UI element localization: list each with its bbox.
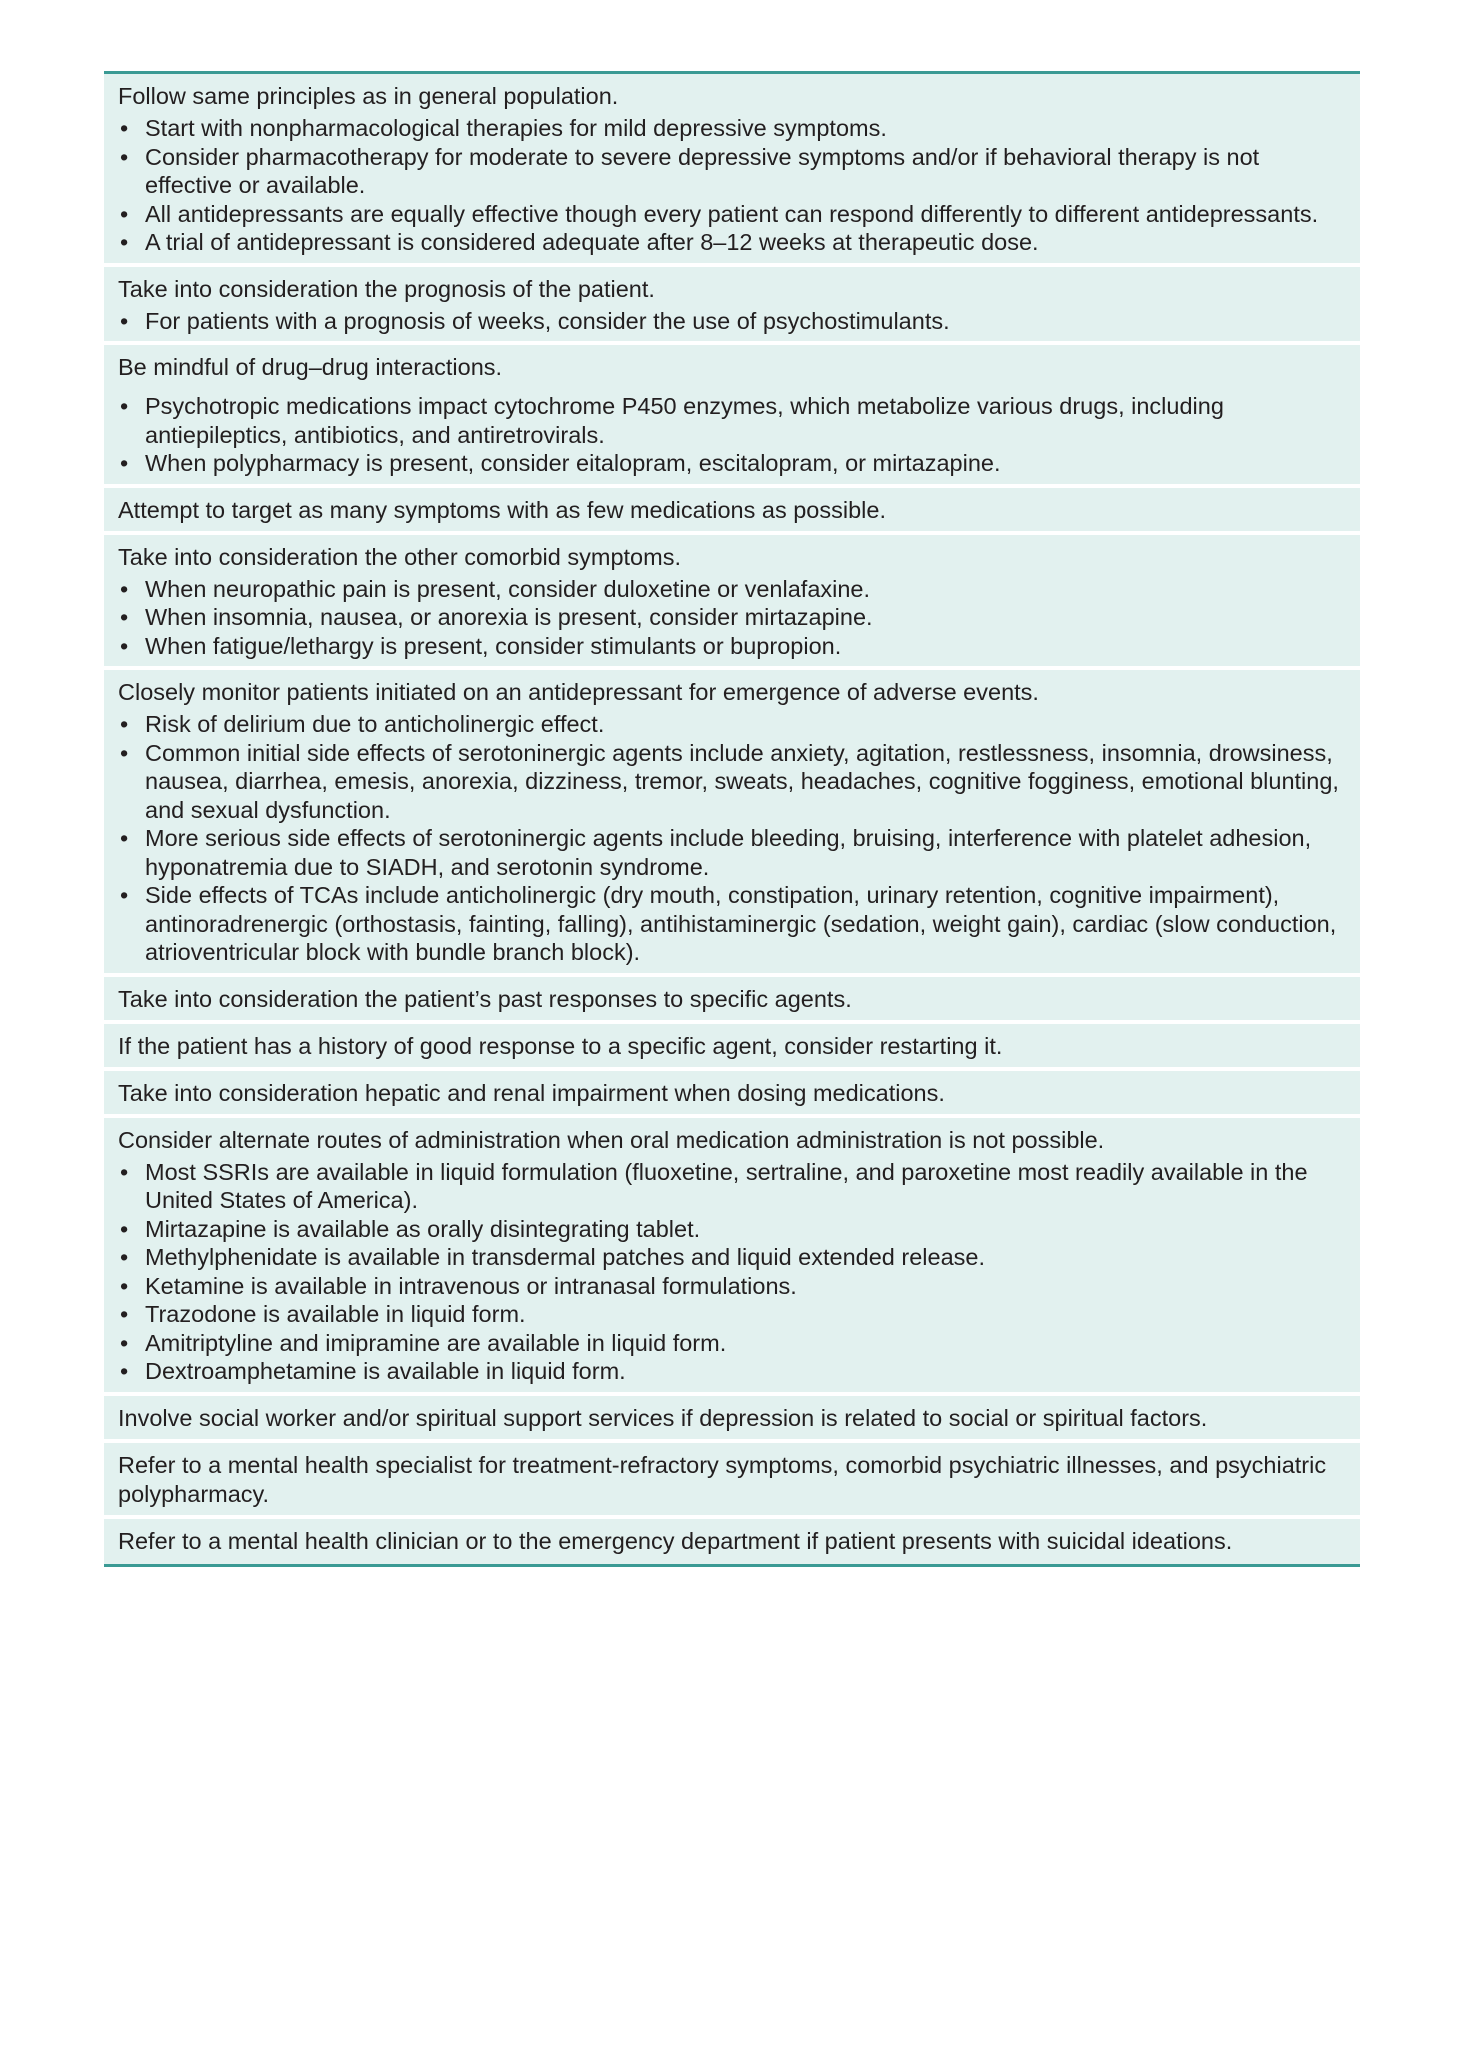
list-item: • Psychotropic medications impact cytochrome P450 enzymes, which metabolize various drugs, including antiepileptics, antibiotics, and antiretrovirals. (118, 392, 1346, 449)
list-item: • Trazodone is available in liquid form. (118, 1300, 1346, 1329)
row-heading: Be mindful of drug–drug interactions. (118, 354, 503, 380)
bullet-list (118, 710, 1346, 967)
list-item: • Most SSRIs are available in liquid formulation (fluoxetine, sertraline, and paroxetine most readily available in the United States of America). (118, 1158, 1346, 1215)
list-item: • Mirtazapine is available as orally disintegrating tablet. (118, 1215, 1346, 1244)
list-item: • More serious side effects of serotoninergic agents include bleeding, bruising, interference with platelet adhesion, hyponatremia due to SIADH, and serotonin syndrome. (118, 824, 1346, 881)
row-heading: Take into consideration the other comorbid symptoms. (118, 543, 681, 570)
row-heading: Follow same principles as in general population. (118, 83, 619, 109)
recommendations-table (104, 71, 1360, 1567)
row-heading: Refer to a mental health clinician or to the emergency department if patient presents with suicidal ideations. (118, 1527, 1233, 1554)
list-item: • Ketamine is available in intravenous or intranasal formulations. (118, 1272, 1346, 1301)
list-item: • Side effects of TCAs include anticholinergic (dry mouth, constipation, urinary retention, cognitive impairment), antinoradrenergic (orthostasis, fainting, falling), antihistaminergic (sedation, weight gain), cardiac (slow conduction, atrioventricular block with bundle branch block). (118, 881, 1346, 967)
row-heading: If the patient has a history of good response to a specific agent, consider restarting it. (118, 1032, 1003, 1059)
row-heading: Consider alternate routes of administration when oral medication administration is not possible. (118, 1126, 1105, 1153)
list-item: • When fatigue/lethargy is present, consider stimulants or bupropion. (118, 632, 1346, 661)
table-row (104, 1396, 1360, 1443)
row-heading: Take into consideration the prognosis of the patient. (118, 275, 655, 302)
bullet-list (118, 307, 1346, 336)
list-item: • Dextroamphetamine is available in liquid form. (118, 1357, 1346, 1386)
table-row (104, 1519, 1360, 1564)
table-row (104, 670, 1360, 977)
table-row (104, 1118, 1360, 1396)
table-row (104, 74, 1360, 267)
row-heading: Closely monitor patients initiated on an antidepressant for emergence of adverse events. (118, 679, 1039, 705)
row-heading: Take into consideration the patient’s past responses to specific agents. (118, 985, 852, 1012)
table-row (104, 1071, 1360, 1118)
row-heading: Attempt to target as many symptoms with as few medications as possible. (118, 496, 886, 523)
list-item: • A trial of antidepressant is considered adequate after 8–12 weeks at therapeutic dose. (118, 228, 1346, 257)
list-item: • Start with nonpharmacological therapies for mild depressive symptoms. (118, 114, 1346, 143)
list-item: • All antidepressants are equally effective though every patient can respond differently to different antidepressants. (118, 200, 1346, 229)
row-heading: Involve social worker and/or spiritual support services if depression is related to social or spiritual factors. (118, 1404, 1208, 1431)
list-item: • When insomnia, nausea, or anorexia is present, consider mirtazapine. (118, 603, 1346, 632)
table-row (104, 1443, 1360, 1519)
row-heading: Refer to a mental health specialist for treatment-refractory symptoms, comorbid psychiatric illnesses, and psychiatric polypharmacy. (118, 1451, 1327, 1507)
table-row (104, 977, 1360, 1024)
bullet-list (118, 392, 1346, 478)
list-item: • Amitriptyline and imipramine are available in liquid form. (118, 1329, 1346, 1358)
row-heading: Take into consideration hepatic and renal impairment when dosing medications. (118, 1079, 945, 1106)
bullet-list (118, 114, 1346, 257)
bullet-list (118, 1158, 1346, 1386)
table-row (104, 488, 1360, 535)
list-item: • For patients with a prognosis of weeks, consider the use of psychostimulants. (118, 307, 1346, 336)
list-item: • Methylphenidate is available in transdermal patches and liquid extended release. (118, 1243, 1346, 1272)
list-item: • Risk of delirium due to anticholinergic effect. (118, 710, 1346, 739)
list-item: • When neuropathic pain is present, consider duloxetine or venlafaxine. (118, 575, 1346, 604)
list-item: • Common initial side effects of serotoninergic agents include anxiety, agitation, restlessness, insomnia, drowsiness, nausea, diarrhea, emesis, anorexia, dizziness, tremor, sweats, headaches, cognitive fogginess, emotional blunting, and sexual dysfunction. (118, 739, 1346, 825)
table-row (104, 1024, 1360, 1071)
list-item: • When polypharmacy is present, consider eitalopram, escitalopram, or mirtazapine. (118, 449, 1346, 478)
table-row (104, 267, 1360, 346)
table-row (104, 535, 1360, 671)
bullet-list (118, 575, 1346, 661)
list-item: • Consider pharmacotherapy for moderate to severe depressive symptoms and/or if behavioral therapy is not effective or available. (118, 143, 1346, 200)
table-row (104, 345, 1360, 488)
